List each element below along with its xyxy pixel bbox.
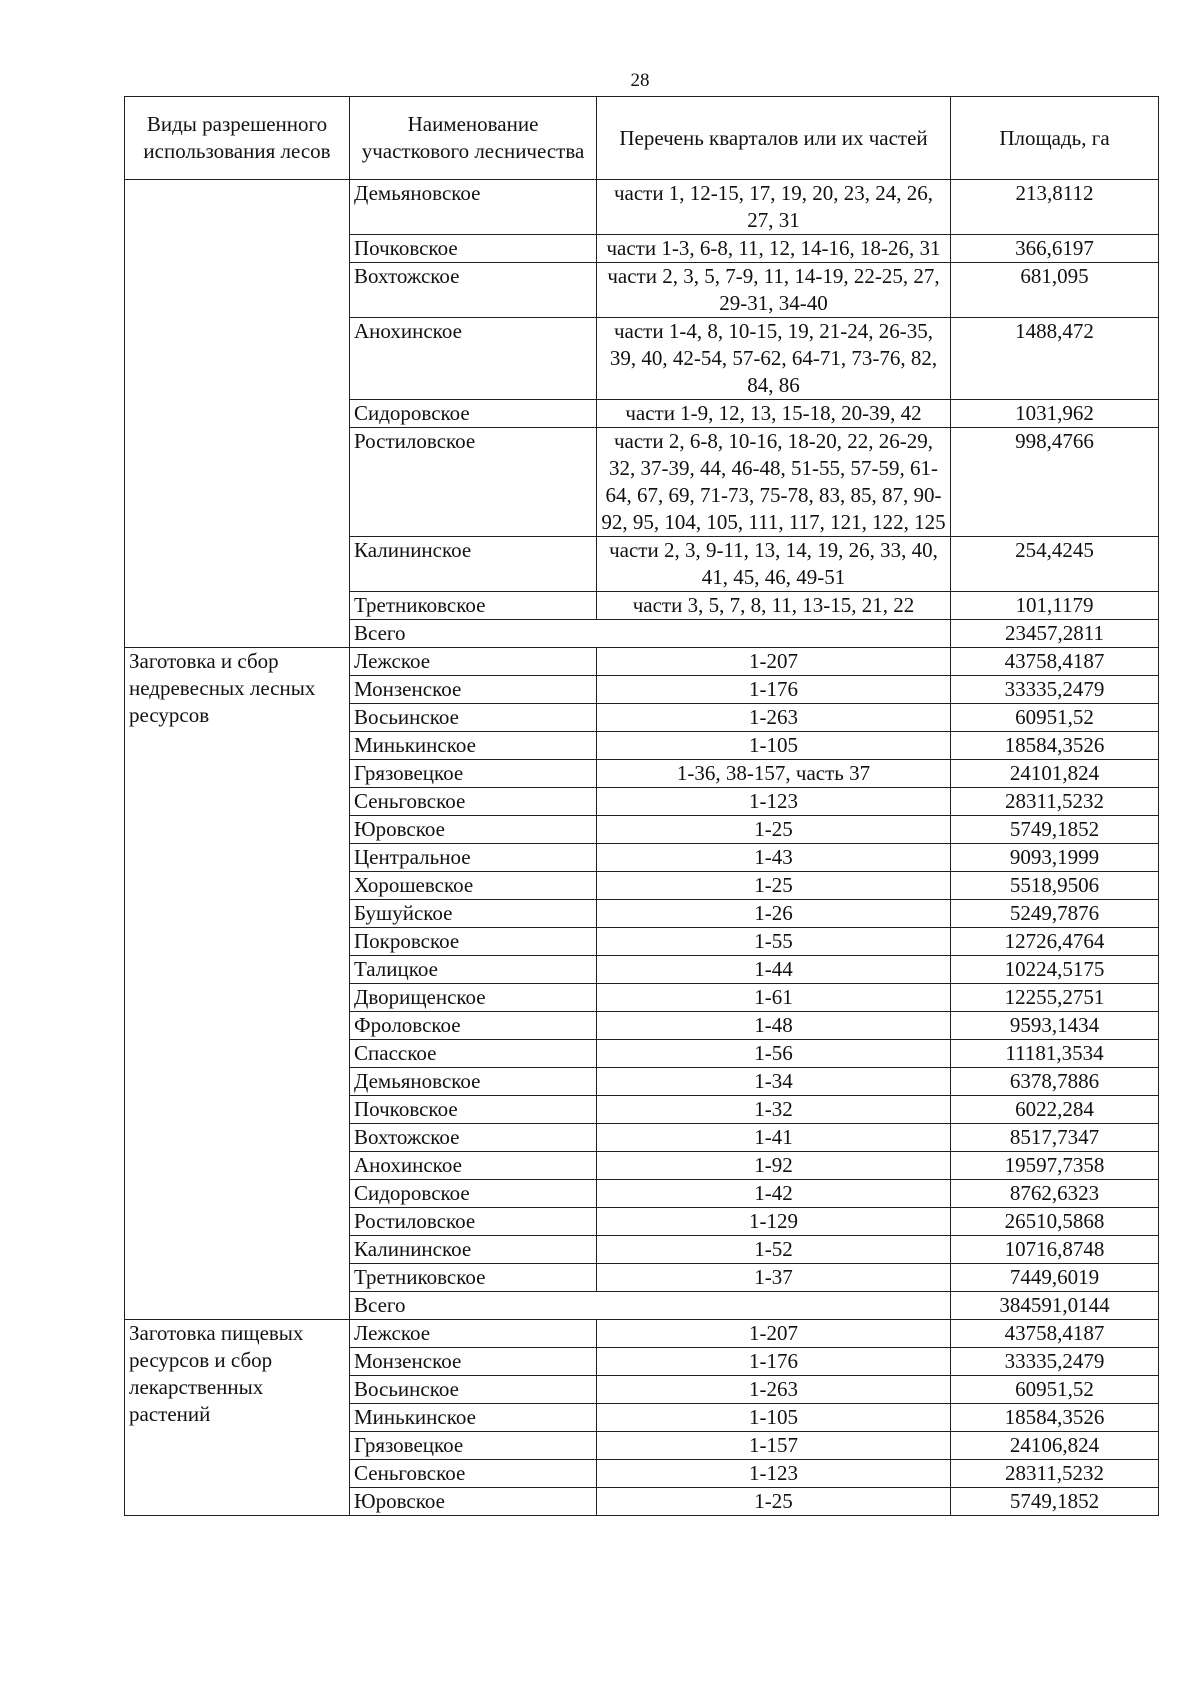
quarters-cell: 1-123 [597, 1460, 951, 1488]
forestry-name-cell: Калининское [350, 537, 597, 592]
quarters-cell: части 2, 6-8, 10-16, 18-20, 22, 26-29, 32, 37-39, 44, 46-48, 51-55, 57-59, 61-64, 67, 69, 71-73, 75-78, 83, 85, 87, 90-92, 95, 104, 105, 111, 117, 121, 122, 125 [597, 428, 951, 537]
forestry-name-cell: Сеньговское [350, 788, 597, 816]
area-cell: 7449,6019 [951, 1264, 1159, 1292]
quarters-cell: 1-61 [597, 984, 951, 1012]
forestry-name-cell: Ростиловское [350, 428, 597, 537]
area-cell: 213,8112 [951, 180, 1159, 235]
quarters-cell: 1-52 [597, 1236, 951, 1264]
forestry-name-cell: Демьяновское [350, 1068, 597, 1096]
forestry-name-cell: Ростиловское [350, 1208, 597, 1236]
table-header-row [125, 97, 1159, 180]
forestry-name-cell: Вохтожское [350, 263, 597, 318]
area-cell: 5749,1852 [951, 1488, 1159, 1516]
area-cell: 43758,4187 [951, 648, 1159, 676]
forestry-name-cell: Анохинское [350, 318, 597, 400]
area-cell: 60951,52 [951, 1376, 1159, 1404]
header-area: Площадь, га [951, 97, 1159, 180]
quarters-cell: 1-43 [597, 844, 951, 872]
quarters-cell: 1-25 [597, 1488, 951, 1516]
quarters-cell: 1-263 [597, 1376, 951, 1404]
area-cell: 8762,6323 [951, 1180, 1159, 1208]
total-label: Всего [350, 620, 951, 648]
forestry-name-cell: Грязовецкое [350, 1432, 597, 1460]
area-cell: 12726,4764 [951, 928, 1159, 956]
forestry-name-cell: Дворищенское [350, 984, 597, 1012]
quarters-cell: 1-92 [597, 1152, 951, 1180]
forestry-name-cell: Третниковское [350, 592, 597, 620]
use-type-cell [125, 180, 350, 648]
area-cell: 33335,2479 [951, 1348, 1159, 1376]
area-cell: 998,4766 [951, 428, 1159, 537]
quarters-cell: 1-105 [597, 732, 951, 760]
area-cell: 8517,7347 [951, 1124, 1159, 1152]
area-cell: 11181,3534 [951, 1040, 1159, 1068]
quarters-cell: 1-56 [597, 1040, 951, 1068]
area-cell: 6022,284 [951, 1096, 1159, 1124]
area-cell: 28311,5232 [951, 1460, 1159, 1488]
forestry-name-cell: Вохтожское [350, 1124, 597, 1152]
area-cell: 366,6197 [951, 235, 1159, 263]
forestry-name-cell: Фроловское [350, 1012, 597, 1040]
quarters-cell: 1-207 [597, 1320, 951, 1348]
forestry-name-cell: Лежское [350, 1320, 597, 1348]
area-cell: 9593,1434 [951, 1012, 1159, 1040]
quarters-cell: 1-263 [597, 704, 951, 732]
quarters-cell: части 2, 3, 9-11, 13, 14, 19, 26, 33, 40, 41, 45, 46, 49-51 [597, 537, 951, 592]
area-cell: 12255,2751 [951, 984, 1159, 1012]
quarters-cell: 1-41 [597, 1124, 951, 1152]
table-row [125, 648, 1159, 676]
forestry-name-cell: Лежское [350, 648, 597, 676]
table-body [125, 180, 1159, 1516]
quarters-cell: 1-207 [597, 648, 951, 676]
quarters-cell: 1-37 [597, 1264, 951, 1292]
forestry-name-cell: Талицкое [350, 956, 597, 984]
quarters-cell: 1-34 [597, 1068, 951, 1096]
forestry-name-cell: Восьинское [350, 704, 597, 732]
forestry-name-cell: Юровское [350, 1488, 597, 1516]
total-area: 384591,0144 [951, 1292, 1159, 1320]
quarters-cell: 1-25 [597, 872, 951, 900]
quarters-cell: 1-42 [597, 1180, 951, 1208]
forestry-name-cell: Сеньговское [350, 1460, 597, 1488]
area-cell: 6378,7886 [951, 1068, 1159, 1096]
quarters-cell: 1-129 [597, 1208, 951, 1236]
page-number: 28 [630, 70, 650, 91]
forestry-name-cell: Монзенское [350, 1348, 597, 1376]
area-cell: 10224,5175 [951, 956, 1159, 984]
quarters-cell: части 1-9, 12, 13, 15-18, 20-39, 42 [597, 400, 951, 428]
quarters-cell: 1-32 [597, 1096, 951, 1124]
forestry-name-cell: Спасское [350, 1040, 597, 1068]
area-cell: 18584,3526 [951, 1404, 1159, 1432]
forestry-name-cell: Анохинское [350, 1152, 597, 1180]
quarters-cell: 1-176 [597, 1348, 951, 1376]
forestry-name-cell: Третниковское [350, 1264, 597, 1292]
quarters-cell: 1-176 [597, 676, 951, 704]
area-cell: 9093,1999 [951, 844, 1159, 872]
area-cell: 10716,8748 [951, 1236, 1159, 1264]
area-cell: 24106,824 [951, 1432, 1159, 1460]
forestry-name-cell: Покровское [350, 928, 597, 956]
area-cell: 5749,1852 [951, 816, 1159, 844]
table-row [125, 1320, 1159, 1348]
quarters-cell: части 1, 12-15, 17, 19, 20, 23, 24, 26, 27, 31 [597, 180, 951, 235]
area-cell: 681,095 [951, 263, 1159, 318]
quarters-cell: 1-25 [597, 816, 951, 844]
quarters-cell: 1-123 [597, 788, 951, 816]
header-quarters-list: Перечень кварталов или их частей [597, 97, 951, 180]
area-cell: 1488,472 [951, 318, 1159, 400]
forestry-name-cell: Восьинское [350, 1376, 597, 1404]
forest-use-table [124, 96, 1159, 1516]
area-cell: 33335,2479 [951, 676, 1159, 704]
forestry-name-cell: Почковское [350, 235, 597, 263]
area-cell: 254,4245 [951, 537, 1159, 592]
area-cell: 5518,9506 [951, 872, 1159, 900]
header-forestry-name: Наименование участкового лесничества [350, 97, 597, 180]
forestry-name-cell: Калининское [350, 1236, 597, 1264]
forestry-name-cell: Грязовецкое [350, 760, 597, 788]
quarters-cell: части 1-3, 6-8, 11, 12, 14-16, 18-26, 31 [597, 235, 951, 263]
area-cell: 18584,3526 [951, 732, 1159, 760]
forestry-name-cell: Центральное [350, 844, 597, 872]
quarters-cell: части 3, 5, 7, 8, 11, 13-15, 21, 22 [597, 592, 951, 620]
quarters-cell: 1-44 [597, 956, 951, 984]
area-cell: 26510,5868 [951, 1208, 1159, 1236]
area-cell: 60951,52 [951, 704, 1159, 732]
total-area: 23457,2811 [951, 620, 1159, 648]
area-cell: 101,1179 [951, 592, 1159, 620]
forestry-name-cell: Демьяновское [350, 180, 597, 235]
forestry-name-cell: Монзенское [350, 676, 597, 704]
quarters-cell: части 1-4, 8, 10-15, 19, 21-24, 26-35, 39, 40, 42-54, 57-62, 64-71, 73-76, 82, 84, 86 [597, 318, 951, 400]
quarters-cell: 1-48 [597, 1012, 951, 1040]
header-use-type: Виды разрешенного использования лесов [125, 97, 350, 180]
area-cell: 28311,5232 [951, 788, 1159, 816]
quarters-cell: 1-26 [597, 900, 951, 928]
forestry-name-cell: Почковское [350, 1096, 597, 1124]
forestry-name-cell: Юровское [350, 816, 597, 844]
quarters-cell: 1-105 [597, 1404, 951, 1432]
forestry-name-cell: Бушуйское [350, 900, 597, 928]
total-label: Всего [350, 1292, 951, 1320]
forestry-name-cell: Минькинское [350, 732, 597, 760]
area-cell: 1031,962 [951, 400, 1159, 428]
quarters-cell: 1-157 [597, 1432, 951, 1460]
forestry-name-cell: Минькинское [350, 1404, 597, 1432]
quarters-cell: части 2, 3, 5, 7-9, 11, 14-19, 22-25, 27, 29-31, 34-40 [597, 263, 951, 318]
area-cell: 5249,7876 [951, 900, 1159, 928]
quarters-cell: 1-55 [597, 928, 951, 956]
use-type-cell: Заготовка пищевых ресурсов и сбор лекарственных растений [125, 1320, 350, 1516]
quarters-cell: 1-36, 38-157, часть 37 [597, 760, 951, 788]
area-cell: 19597,7358 [951, 1152, 1159, 1180]
forestry-name-cell: Хорошевское [350, 872, 597, 900]
use-type-cell: Заготовка и сбор недревесных лесных ресурсов [125, 648, 350, 1320]
forestry-name-cell: Сидоровское [350, 1180, 597, 1208]
area-cell: 43758,4187 [951, 1320, 1159, 1348]
forestry-name-cell: Сидоровское [350, 400, 597, 428]
table-row [125, 180, 1159, 235]
area-cell: 24101,824 [951, 760, 1159, 788]
